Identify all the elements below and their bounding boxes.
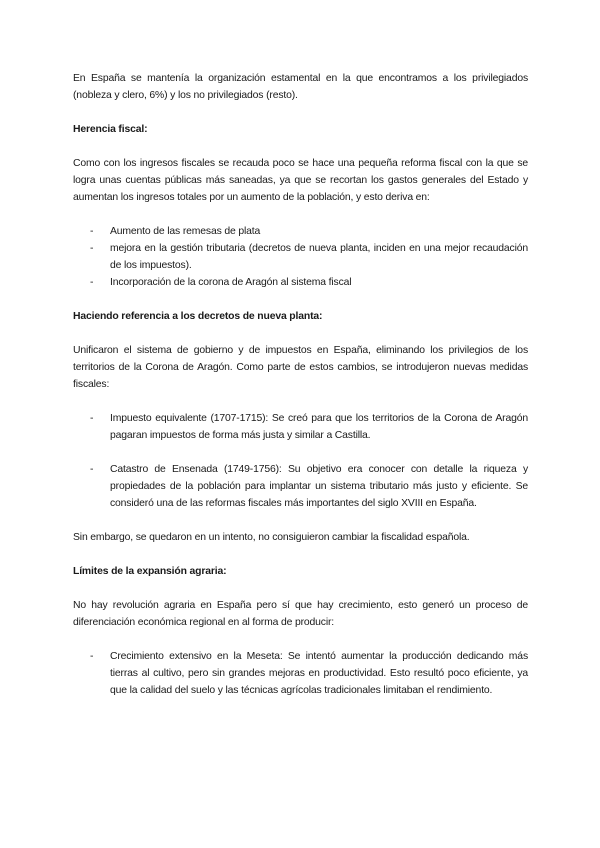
- list-item: - Catastro de Ensenada (1749-1756): Su objetivo era conocer con detalle la riqueza y propiedades de la población para implantar un sistema tributario más justo y eficiente. Se consideró una de las reformas fiscales más importantes del siglo XVIII en España.: [73, 461, 528, 512]
- list-agraria: [73, 648, 528, 699]
- list-item: - Impuesto equivalente (1707-1715): Se creó para que los territorios de la Corona de Aragón pagaran impuestos de forma más justa y similar a Castilla.: [73, 410, 528, 444]
- list-item: - mejora en la gestión tributaria (decretos de nueva planta, inciden en una mejor recaudación de los impuestos).: [73, 240, 528, 274]
- list-item: - Incorporación de la corona de Aragón al sistema fiscal: [73, 274, 528, 291]
- dash-bullet: -: [90, 226, 94, 237]
- document-body: [73, 70, 528, 699]
- dash-bullet: -: [90, 277, 94, 288]
- dash-bullet: -: [90, 413, 94, 424]
- heading-decretos-nueva-planta: Haciendo referencia a los decretos de nueva planta:: [73, 311, 323, 322]
- paragraph-herencia-fiscal: Como con los ingresos fiscales se recauda poco se hace una pequeña reforma fiscal con la que se logra unas cuentas públicas más saneadas, ya que se recortan los gastos generales del Estado y aumentan los ingresos totales por un aumento de la población, y esto deriva en:: [73, 158, 528, 203]
- paragraph-decretos: Unificaron el sistema de gobierno y de impuestos en España, eliminando los privilegios de los territorios de la Corona de Aragón. Como parte de estos cambios, se introdujeron nuevas medidas fiscales:: [73, 345, 528, 390]
- paragraph-agraria: No hay revolución agraria en España pero sí que hay crecimiento, esto generó un proceso de diferenciación económica regional en al forma de producir:: [73, 600, 528, 628]
- list-medidas-fiscales: [73, 410, 528, 512]
- intro-paragraph: En España se mantenía la organización estamental en la que encontramos a los privilegiados (nobleza y clero, 6%) y los no privilegiados (resto).: [73, 73, 528, 101]
- heading-herencia-fiscal: Herencia fiscal:: [73, 124, 148, 135]
- list-item: - Crecimiento extensivo en la Meseta: Se intentó aumentar la producción dedicando más tierras al cultivo, pero sin grandes mejoras en productividad. Esto resultó poco eficiente, ya que la calidad del suelo y las técnicas agrícolas tradicionales limitaban el rendimiento.: [73, 648, 528, 699]
- closing-paragraph: Sin embargo, se quedaron en un intento, no consiguieron cambiar la fiscalidad española.: [73, 532, 470, 543]
- list-herencia-fiscal: [73, 223, 528, 291]
- heading-limites-expansion-agraria: Límites de la expansión agraria:: [73, 566, 227, 577]
- dash-bullet: -: [90, 651, 94, 662]
- dash-bullet: -: [90, 243, 94, 254]
- dash-bullet: -: [90, 464, 94, 475]
- list-item: - Aumento de las remesas de plata: [73, 223, 528, 240]
